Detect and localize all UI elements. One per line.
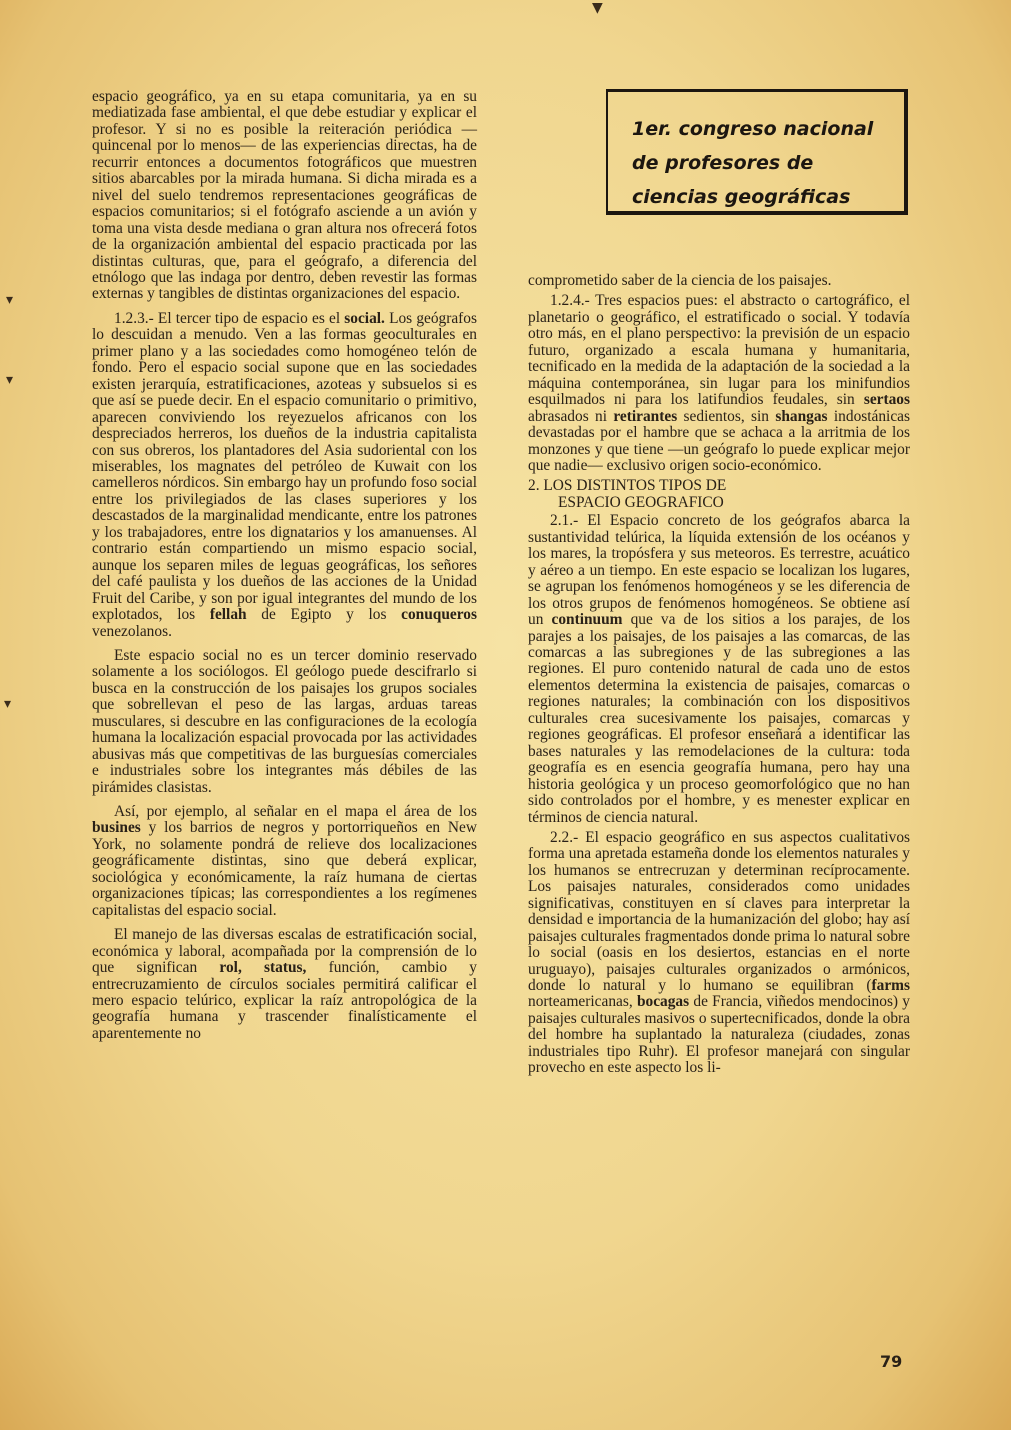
paragraph xyxy=(528,830,910,1077)
section-heading-line-1: 2. LOS DISTINTOS TIPOS DE xyxy=(528,477,727,495)
margin-mark: ▾ xyxy=(6,372,14,388)
page-number: 79 xyxy=(880,1352,903,1371)
section-heading xyxy=(528,478,910,511)
title-line-2: de profesores de xyxy=(632,152,814,174)
bold-term: retirantes xyxy=(613,407,678,425)
paragraph xyxy=(528,293,910,474)
text-run: 2.1.- El Espacio concreto de los geógrafos abarca la sustantividad telúrica, la líquida extensión de los océanos y los mares, la tropósfera y sus meteoros. Es terrestre, acuático y aéreo a un tiempo. En este espacio se localizan los lugares, se agrupan los fenómenos homogéneos y se les diferencia de los otros grupos de fenómenos homogéneos. Se obtiene así un xyxy=(528,512,910,629)
paragraph xyxy=(92,927,477,1042)
paragraph xyxy=(528,513,910,826)
paragraph xyxy=(92,804,477,919)
margin-mark: ▼ xyxy=(592,0,603,16)
bold-term: social. xyxy=(344,309,385,327)
right-column xyxy=(528,273,910,1077)
text-run: 1.2.4.- Tres espacios pues: el abstracto o cartográfico, el planetario o geográfico, el estratificado o social. Y todavía otro más, en el plano perspectivo: la previsión de un espacio futuro, organizado a escala humana y humanitaria, tecnificado en la medida de la adaptación de la sociedad a la máquina contemporánea, sin lugar para los minifundios esquilmados ni para los latifundios feudales, sin xyxy=(528,292,910,409)
text-run: Así, por ejemplo, al señalar en el mapa el área de los xyxy=(114,803,477,821)
paragraph xyxy=(92,311,477,640)
bold-term: continuum xyxy=(551,611,623,629)
text-run: indostánicas devastadas por el hambre que se achaca a la arritmia de los monzones y que tiene —un geógrafo lo puede explicar mejor que nadie— exclusivo origen socio-económico. xyxy=(528,407,910,474)
title-line-1: 1er. congreso nacional xyxy=(632,118,874,140)
bold-term: rol, status, xyxy=(219,959,307,977)
text-run: venezolanos. xyxy=(92,622,172,640)
text-run: El manejo de las diversas escalas de estratificación social, económica y laboral, acompañada por la comprensión de lo que significan xyxy=(92,926,477,977)
bold-term: sertaos xyxy=(863,391,910,409)
title-line-3: ciencias geográficas xyxy=(632,186,851,208)
margin-mark: ▾ xyxy=(4,696,12,712)
text-run: sedientos, sin xyxy=(677,407,776,425)
text-run: que va de los sitios a los parajes, de los parajes a los paisajes, de los paisajes a las comarcas, de las comarcas a las subregiones y de las subregiones a las regiones. El puro contenido natural de cada uno de estos elementos determina la existencia de paisajes, comarcas o regiones naturales; la combinación con los dispositivos culturales crea sucesivamente los paisajes, comarcas y regiones geográficas. El profesor enseñará a identificar las bases naturales y las remodelaciones de la cultura: toda geografía es en esencia geografía humana, pero hay una historia geológica y un proceso geomorfológico que no han sido controlados por el hombre, y es menester explicar en términos de ciencia natural. xyxy=(528,611,910,826)
text-run: función, cambio y entrecruzamiento de círculos sociales permitirá calificar el mero espacio telúrico, explicar la raíz antropológica de la geografía humana y trascender finalísticamente el aparentemente no xyxy=(92,959,478,1042)
left-column xyxy=(92,89,477,1042)
bold-term: fellah xyxy=(209,606,247,624)
text-run: norteamericanas, xyxy=(528,993,637,1011)
margin-mark: ▾ xyxy=(6,292,14,308)
text-run: 2.2.- El espacio geográfico en sus aspectos cualitativos forma una apretada estameña donde los elementos naturales y los humanos se entrecruzan y determinan recíprocamente. Los paisajes naturales, considerados como unidades significativas, constituyen en sí claves para interpretar la densidad e importancia de la humanización del globo; hay así paisajes culturales fragmentados donde prima lo natural sobre lo social (oasis en los desiertos, estancias en el norte uruguayo), paisajes culturales organizados o armónicos, donde lo natural y lo humano se equilibran ( xyxy=(528,828,910,995)
text-run: de Francia, viñedos mendocinos) y paisajes culturales masivos o supertecnificados, donde la obra del hombre ha suplantado la naturaleza (ciudades, zonas industriales tipo Ruhr). El profesor manejará con singular provecho en este aspecto los li- xyxy=(528,993,911,1077)
bold-term: bocagas xyxy=(636,993,690,1011)
paragraph: Este espacio social no es un tercer dominio reservado solamente a los sociólogos. El geólogo puede descifrarlo si busca en la construcción de los paisajes los grupos sociales que sobrellevan el peso de las largas, arduas tareas musculares, si descubre en las configuraciones de la ecología humana la localización espacial provocada por las actividades abusivas más que competitivas de las burguesías comerciales e industriales sobre los integrantes más débiles de las pirámides clasistas. xyxy=(92,646,477,796)
text-run: Los geógrafos lo descuidan a menudo. Ven a las formas geoculturales en primer plano y a las sociedades como homogéneo telón de fondo. Pero el espacio social supone que en las sociedades existen jerarquía, estratificaciones, azoteas y subsuelos si es que así se puede decir. En el espacio comunitario o primitivo, aparecen conviviendo los reyezuelos africanos con los despreciados herreros, los dueños de la industria capitalista con sus obreros, los plantadores del Asia sudoriental con los miserables, los magnates del petróleo de Kuwait con los camelleros nórdicos. Sin embargo hay un profundo foso social entre los privilegiados de las clases superiores y los descastados de la marginalidad mendicante, entre los patrones y los trabajadores, entre los dignatarios y los amanuenses. Al contrario están compartiendo un mismo espacio social, aunque los separen miles de leguas geográficas, los señores del café paulista y los dueños de las acciones de la Unidad Fruit del Caribe, y son por igual integrantes del mundo de los explotados, los xyxy=(92,309,477,624)
title-box xyxy=(606,89,908,215)
section-heading-line-2: ESPACIO GEOGRAFICO xyxy=(558,493,724,511)
bold-term: busines xyxy=(92,819,141,837)
text-run: de Egipto y los xyxy=(246,606,402,624)
paragraph: espacio geográfico, ya en su etapa comunitaria, ya en su mediatizada fase ambiental, el que debe estudiar y explicar el profesor. Y si no es posible la reiteración periódica —quincenal por lo menos— de las experiencias directas, ha de recurrir entonces a documentos fotográficos que muestren sitios abarcables por la mirada humana. Si dicha mirada es a nivel del suelo tendremos representaciones geográficas de espacios comunitarios; si el fotógrafo asciende a un avión y toma una vista desde mediana o gran altura nos ofrecerá fotos de la organización ambiental del espacio practicada por las distintas culturas, que, para el geógrafo, a diferencia del etnólogo que las indaga por dentro, deben revestir las formas externas y tangibles de distintas organizaciones del espacio. xyxy=(92,88,477,303)
bold-term: shangas xyxy=(775,407,828,425)
paragraph: comprometido saber de la ciencia de los paisajes. xyxy=(528,272,832,289)
bold-term: conuqueros xyxy=(401,606,477,624)
text-run: abrasados ni xyxy=(528,407,614,425)
text-run: y los barrios de negros y portorriqueños en New York, no solamente pondrá de relieve dos localizaciones geográficamente distintas, sino que deberá explicar, sociológica y económicamente, la raíz humana de ciertas organizaciones típicas; las correspondientes a los regímenes capitalistas del espacio social. xyxy=(92,819,477,919)
text-run: 1.2.3.- El tercer tipo de espacio es el xyxy=(114,309,345,327)
bold-term: farms xyxy=(871,977,910,995)
